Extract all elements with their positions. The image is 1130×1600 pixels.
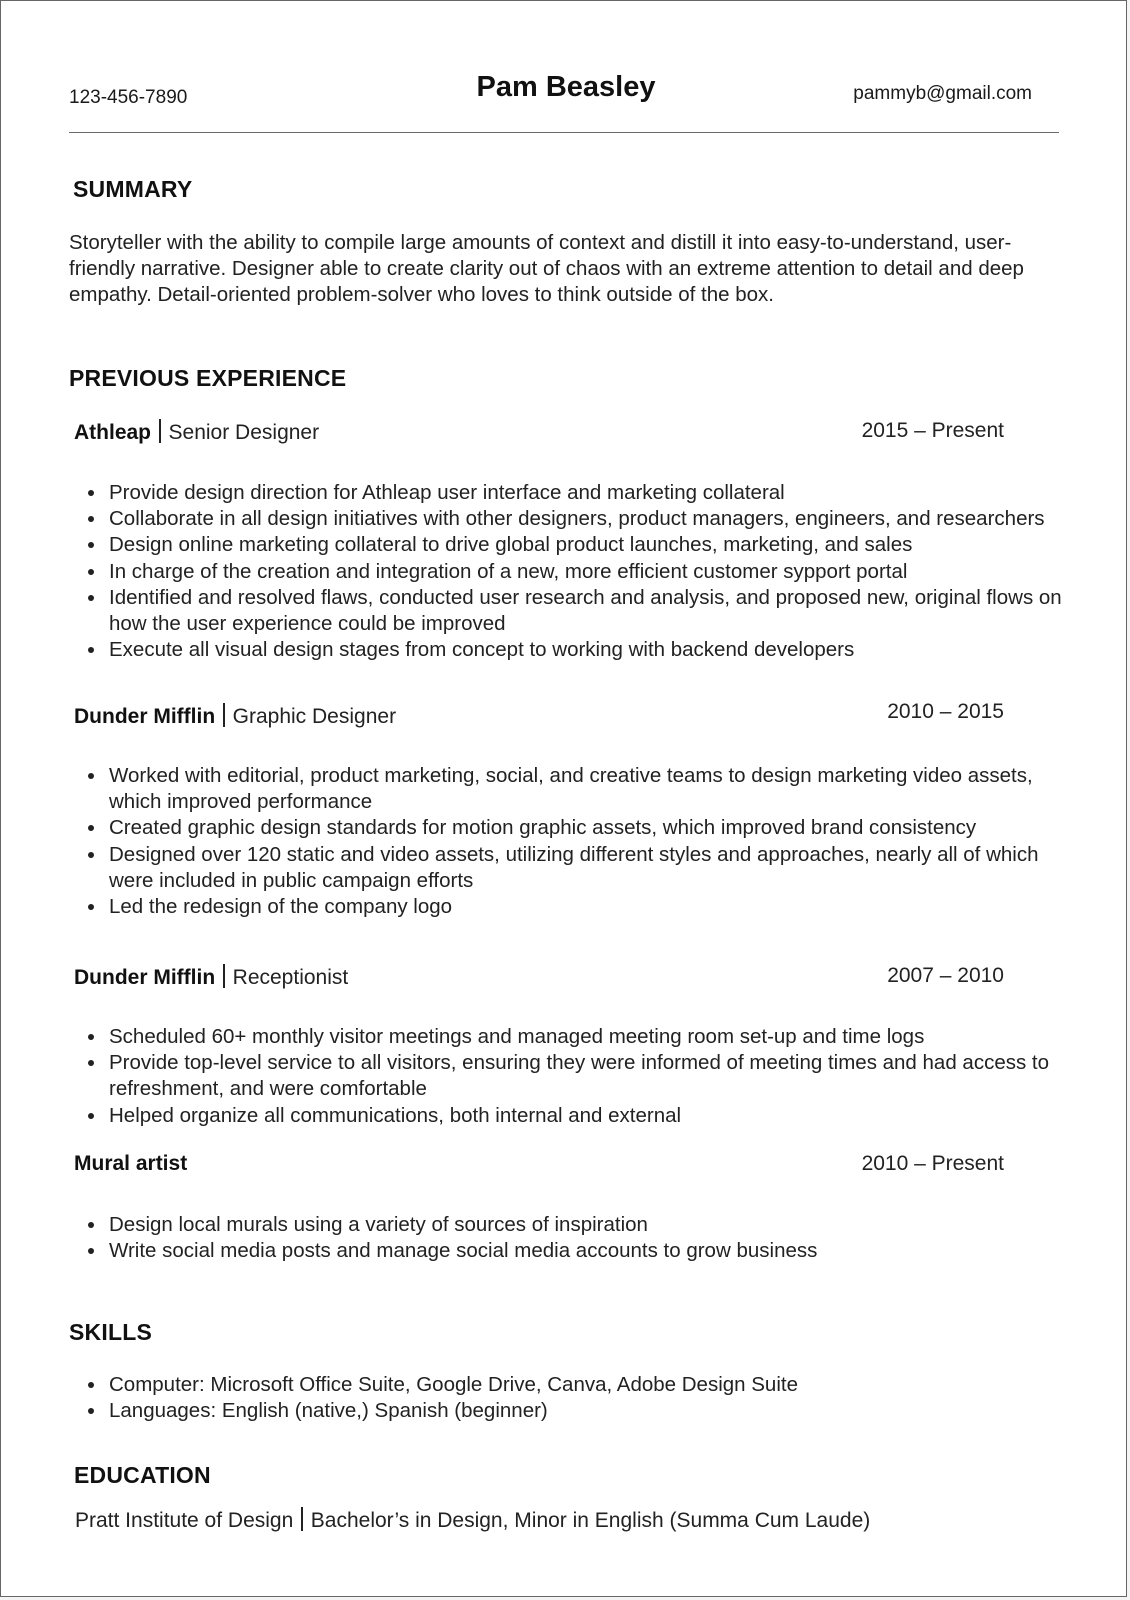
list-item: • Worked with editorial, product marketing, social, and creative teams to design marketing video assets, which improved performance	[107, 763, 1067, 815]
list-item: • In charge of the creation and integration of a new, more efficient customer sypport portal	[107, 559, 1067, 585]
job-header	[74, 419, 319, 445]
list-item: • Scheduled 60+ monthly visitor meetings and managed meeting room set-up and time logs	[107, 1024, 1067, 1050]
job-company: Dunder Mifflin	[74, 705, 216, 728]
job-dates: 2015 – Present	[861, 419, 1004, 442]
school-name: Pratt Institute of Design	[75, 1509, 294, 1532]
list-item: • Designed over 120 static and video assets, utilizing different styles and approaches, nearly all of which were included in public campaign efforts	[107, 842, 1067, 894]
header-divider	[69, 132, 1059, 133]
summary-text: Storyteller with the ability to compile large amounts of context and distill it into easy-to-understand, user-friendly narrative. Designer able to create clarity out of chaos with an extreme attention to detail and deep empathy. Detail-oriented problem-solver who loves to think outside of the box.	[69, 231, 1024, 306]
list-item: • Provide design direction for Athleap user interface and marketing collateral	[107, 480, 1067, 506]
divider-bar	[223, 964, 225, 988]
job-bullets	[85, 480, 1067, 663]
divider-bar	[223, 703, 225, 727]
job-title: Graphic Designer	[232, 705, 397, 728]
divider-bar	[159, 419, 161, 443]
job-company: Dunder Mifflin	[74, 966, 216, 989]
job-header	[74, 1152, 187, 1176]
divider-bar	[301, 1507, 303, 1531]
candidate-name: Pam Beasley	[476, 71, 656, 103]
job-bullets	[85, 763, 1067, 920]
job-dates: 2010 – 2015	[887, 700, 1004, 723]
job-company: Mural artist	[74, 1152, 188, 1175]
job-header	[74, 703, 396, 729]
job-dates: 2010 – Present	[861, 1152, 1004, 1175]
skills-heading: SKILLS	[69, 1319, 152, 1345]
summary-heading: SUMMARY	[73, 176, 193, 202]
list-item: • Created graphic design standards for motion graphic assets, which improved brand consistency	[107, 815, 1067, 841]
job-bullets	[85, 1212, 1067, 1264]
list-item: • Identified and resolved flaws, conducted user research and analysis, and proposed new, original flows on how the user experience could be improved	[107, 585, 1067, 637]
job-header	[74, 964, 348, 990]
list-item: • Execute all visual design stages from concept to working with backend developers	[107, 637, 1067, 663]
job-company: Athleap	[74, 421, 152, 444]
skills-list	[85, 1372, 1067, 1424]
email-address: pammyb@gmail.com	[853, 83, 1032, 104]
list-item: • Provide top-level service to all visitors, ensuring they were informed of meeting times and had access to refreshment, and were comfortable	[107, 1050, 1067, 1102]
job-title: Receptionist	[232, 966, 349, 989]
list-item: • Collaborate in all design initiatives with other designers, product managers, engineers, and researchers	[107, 506, 1067, 532]
job-title: Senior Designer	[168, 421, 320, 444]
phone-number: 123-456-7890	[69, 87, 188, 108]
list-item: • Led the redesign of the company logo	[107, 894, 1067, 920]
degree: Bachelor’s in Design, Minor in English (Summa Cum Laude)	[310, 1509, 871, 1532]
list-item: • Computer: Microsoft Office Suite, Google Drive, Canva, Adobe Design Suite	[107, 1372, 1067, 1398]
list-item: • Helped organize all communications, both internal and external	[107, 1103, 1067, 1129]
list-item: • Languages: English (native,) Spanish (beginner)	[107, 1398, 1067, 1424]
list-item: • Write social media posts and manage social media accounts to grow business	[107, 1238, 1067, 1264]
job-bullets	[85, 1024, 1067, 1129]
experience-heading: PREVIOUS EXPERIENCE	[69, 365, 347, 391]
list-item: • Design local murals using a variety of sources of inspiration	[107, 1212, 1067, 1238]
education-heading: EDUCATION	[74, 1462, 211, 1488]
job-dates: 2007 – 2010	[887, 964, 1004, 987]
list-item: • Design online marketing collateral to drive global product launches, marketing, and sales	[107, 532, 1067, 558]
education-entry	[75, 1507, 870, 1533]
